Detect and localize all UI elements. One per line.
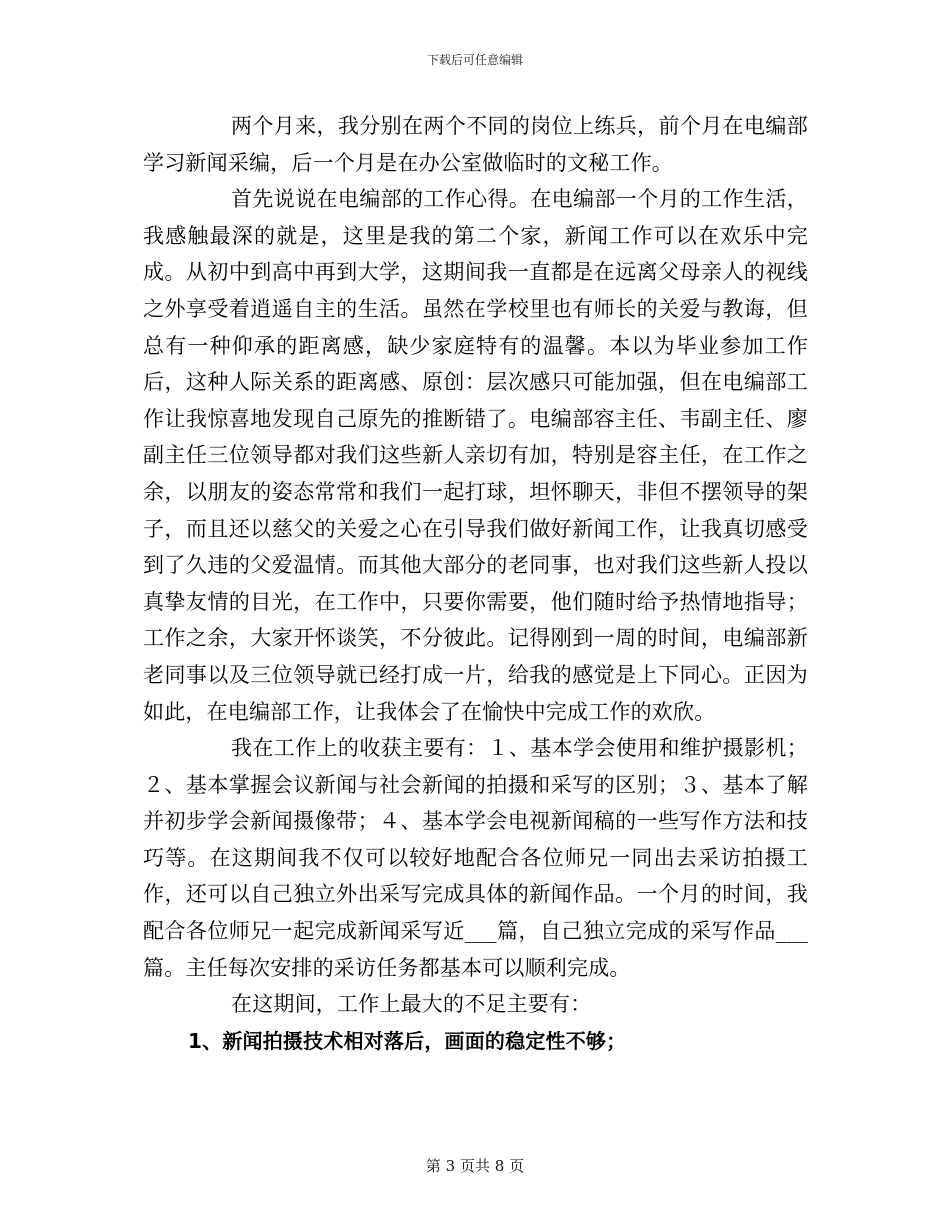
paragraph-editing-dept: 首先说说在电编部的工作心得。在电编部一个月的工作生活，我感触最深的就是，这里是我的第二个家，新闻工作可以在欢乐中完成。从初中到高中再到大学，这期间我一直都是在远离父母亲人的视线之外享受着逍遥自主的生活。虽然在学校里也有师长的关爱与教诲，但总有一种仰承的距离感，缺少家庭特有的温馨。本以为毕业参加工作后，这种人际关系的距离感、原创：层次感只可能加强，但在电编部工作让我惊喜地发现自己原先的推断错了。电编部容主任、韦副主任、廖副主任三位领导都对我们这些新人亲切有加，特别是容主任，在工作之余，以朋友的姿态常常和我们一起打球，坦怀聊天，非但不摆领导的架子，而且还以慈父的关爱之心在引导我们做好新闻工作，让我真切感受到了久违的父爱温情。而其他大部分的老同事，也对我们这些新人投以真挚友情的目光，在工作中，只要你需要，他们随时给予热情地指导；工作之余，大家开怀谈笑，不分彼此。记得刚到一周的时间，电编部新老同事以及三位领导就已经打成一片，给我的感觉是上下同心。正因为如此，在电编部工作，让我体会了在愉快中完成工作的欢欣。: [143, 187, 808, 724]
bold-list-item: 1、新闻拍摄技术相对落后，画面的稳定性不够；: [188, 1028, 627, 1053]
page-footer: 第 3 页共 8 页: [425, 1157, 525, 1175]
page-header: 下载后可任意编辑: [426, 53, 523, 67]
paragraph-shortcomings: 在这期间，工作上最大的不足主要有：: [231, 992, 592, 1017]
paragraph-gains: 我在工作上的收获主要有：１、基本学会使用和维护摄影机；２、基本掌握会议新闻与社会新闻的拍摄和采写的区别；３、基本了解并初步学会新闻摄像带；４、基本学会电视新闻稿的一些写作方法和技巧等。在这期间我不仅可以较好地配合各位师兄一同出去采访拍摄工作，还可以自己独立外出采写完成具体的新闻作品。一个月的时间，我配合各位师兄一起完成新闻采写近___篇，自己独立完成的采写作品___篇。主任每次安排的采访任务都基本可以顺利完成。: [143, 736, 808, 980]
paragraph-intro: 两个月来，我分别在两个不同的岗位上练兵，前个月在电编部学习新闻采编，后一个月是在办公室做临时的文秘工作。: [143, 114, 808, 175]
document-body: [143, 108, 808, 1059]
